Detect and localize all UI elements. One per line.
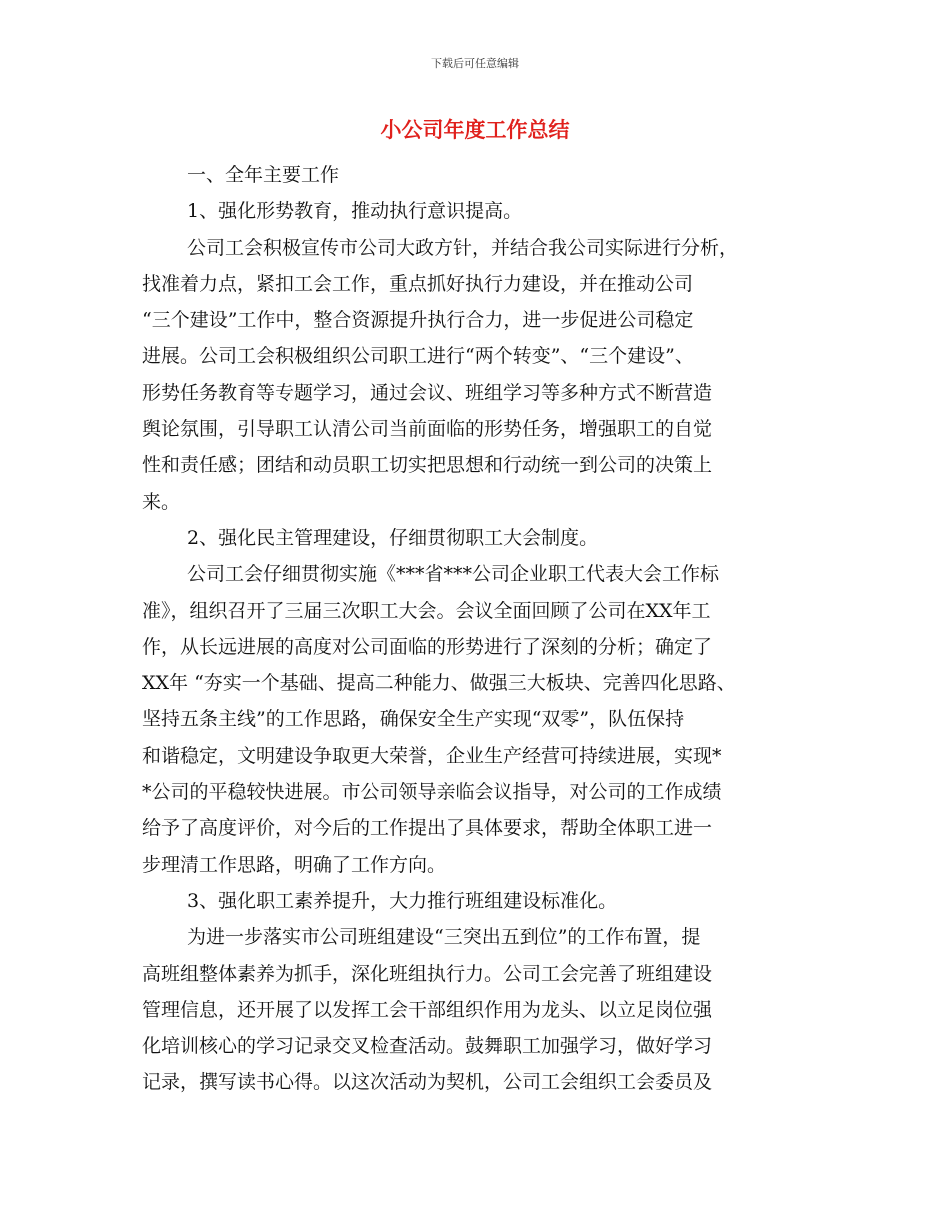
paragraph-line: 高班组整体素养为抓手，深化班组执行力。公司工会完善了班组建设 — [142, 962, 713, 985]
paragraph-line: 找准着力点，紧扣工会工作，重点抓好执行力建设，并在推动公司 — [142, 272, 694, 295]
subheading: 3、强化职工素养提升，大力推行班组建设标准化。 — [187, 889, 618, 912]
paragraph-line: 记录，撰写读书心得。以这次活动为契机，公司工会组织工会委员及 — [142, 1071, 713, 1094]
paragraph-line: 给予了高度评价，对今后的工作提出了具体要求，帮助全体职工进一 — [142, 817, 713, 840]
paragraph-line: 作，从长远进展的高度对公司面临的形势进行了深刻的分析；确定了 — [142, 635, 713, 658]
paragraph-line: 管理信息，还开展了以发挥工会干部组织作用为龙头、以立足岗位强 — [142, 998, 713, 1021]
paragraph-line: 准》，组织召开了三届三次职工大会。会议全面回顾了公司在XX年工 — [142, 599, 711, 622]
paragraph-line: 公司工会仔细贯彻实施《***省***公司企业职工代表大会工作标 — [187, 563, 720, 586]
paragraph-line: 坚持五条主线”的工作思路，确保安全生产实现“双零”，队伍保持 — [142, 708, 685, 731]
paragraph-line: XX年 “夯实一个基础、提高二种能力、做强三大板块、完善四化思路、 — [142, 672, 736, 695]
paragraph-line: *公司的平稳较快进展。市公司领导亲临会议指导，对公司的工作成绩 — [142, 781, 722, 804]
paragraph-line: 步理清工作思路，明确了工作方向。 — [142, 853, 447, 876]
paragraph-line: 为进一步落实市公司班组建设“三突出五到位”的工作布置，提 — [187, 926, 701, 949]
paragraph-line: “三个建设”工作中，整合资源提升执行合力，进一步促进公司稳定 — [142, 309, 694, 332]
header-note: 下载后可任意编辑 — [431, 57, 519, 70]
subheading: 2、强化民主管理建设，仔细贯彻职工大会制度。 — [187, 526, 599, 549]
paragraph-line: 进展。公司工会积极组织公司职工进行“两个转变”、“三个建设”、 — [142, 345, 694, 368]
paragraph-line: 来。 — [142, 490, 181, 513]
paragraph-line: 舆论氛围，引导职工认清公司当前面临的形势任务，增强职工的自觉 — [142, 418, 713, 441]
section-heading: 一、全年主要工作 — [187, 164, 340, 186]
document-body — [142, 157, 812, 1101]
subheading: 1、强化形势教育，推动执行意识提高。 — [187, 200, 523, 223]
paragraph-line: 形势任务教育等专题学习，通过会议、班组学习等多种方式不断营造 — [142, 381, 713, 404]
paragraph-line: 公司工会积极宣传市公司大政方针，并结合我公司实际进行分析， — [187, 236, 739, 259]
document-title: 小公司年度工作总结 — [380, 118, 570, 142]
paragraph-line: 和谐稳定，文明建设争取更大荣誉，企业生产经营可持续进展，实现* — [142, 744, 722, 767]
paragraph-line: 性和责任感；团结和动员职工切实把思想和行动统一到公司的决策上 — [142, 454, 713, 477]
paragraph-line: 化培训核心的学习记录交叉检查活动。鼓舞职工加强学习，做好学习 — [142, 1035, 713, 1058]
